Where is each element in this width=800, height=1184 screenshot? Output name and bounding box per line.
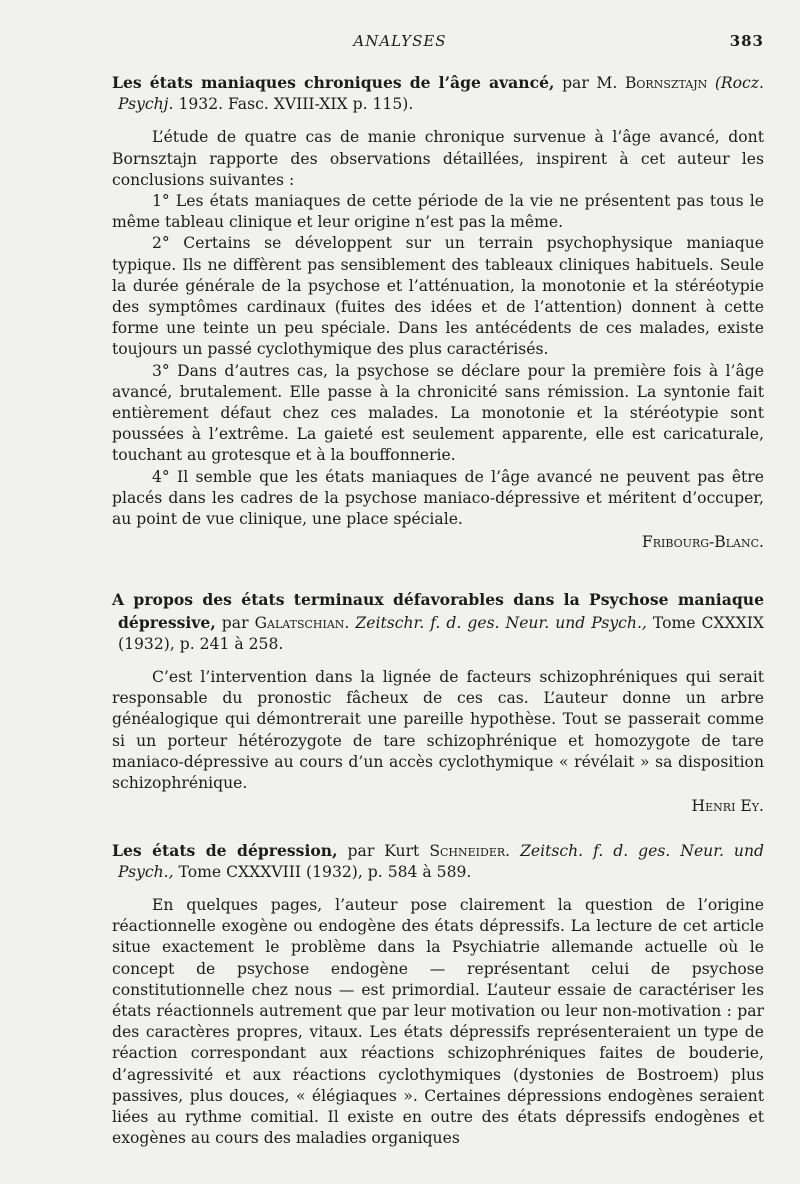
review-1-source: (Rocz. Psychj. xyxy=(118,74,764,114)
page-number: 383 xyxy=(729,32,764,50)
review-3-details: Tome CXXXVIII (1932), p. 584 à 589. xyxy=(178,862,472,881)
review-1-signature: Fribourg-Blanc. xyxy=(641,533,764,552)
review-1-title: Les états maniaques chroniques de l’âge avancé, xyxy=(112,73,555,92)
review-3-by: par Kurt xyxy=(347,841,420,860)
review-3-source: Zeitsch. f. d. ges. Neur. und Psych., xyxy=(118,841,764,881)
review-1 xyxy=(112,72,764,553)
review-3-title: Les états de dépression, xyxy=(112,840,338,860)
review-1-author: Bornsztajn xyxy=(624,74,708,92)
review-2-title: A propos des états terminaux défavorables dans la Psychose maniaque dépressive, xyxy=(112,590,764,632)
review-1-paragraph-2: 1° Les états maniaques de cette période de la vie ne présentent pas tous le même tableau clinique et leur origine n’est pas la même. xyxy=(112,192,764,232)
review-3-heading xyxy=(112,840,764,883)
review-1-paragraph-1: L’étude de quatre cas de manie chronique survenue à l’âge avancé, dont Bornsztajn rapporte des observations détaillées, inspirent à cet auteur les conclusions suivantes : xyxy=(112,128,764,189)
review-1-paragraph-3: 2° Certains se développent sur un terrain psychophysique maniaque typique. Ils ne diffèrent pas sensiblement des tableaux cliniques habituels. Seule la durée générale de la psychose et l’atténuation, la monotonie et la stéréotypie des symptômes cardinaux (fuites des idées et de l’attention) donnent à cette forme une teinte un peu spéciale. Dans les antécédents de ces malades, existe toujours un passé cyclothymique des plus caractérisés. xyxy=(112,234,764,359)
review-1-by: par M. xyxy=(562,74,618,92)
review-1-heading xyxy=(112,72,764,115)
review-2-details: Tome CXXXIX (1932), p. 241 à 258. xyxy=(118,613,764,653)
review-1-details: 1932. Fasc. XVIII-XIX p. 115). xyxy=(178,95,414,114)
running-head xyxy=(36,32,764,58)
separator xyxy=(112,818,764,826)
review-2-paragraph-1: C’est l’intervention dans la lignée de facteurs schizophréniques qui serait responsable du pronostic fâcheux de ces cas. L’auteur donne un arbre généalogique qui démontrerait une pareille hypothèse. Tout se passerait comme si un porteur hétérozygote de tare schizophrénique et homozygote de tare maniaco-dépressive au cours d’un accès cyclothymique « révélait » sa disposition schizophrénique. xyxy=(112,668,764,793)
separator xyxy=(112,553,764,575)
running-head-title: ANALYSES xyxy=(353,32,447,50)
review-2-heading xyxy=(112,589,764,655)
review-2-by: par xyxy=(221,613,249,632)
review-3 xyxy=(112,840,764,1150)
review-2-author: Galatschian. xyxy=(254,613,350,632)
review-3-author: Schneider. xyxy=(429,841,511,860)
review-2 xyxy=(112,589,764,817)
review-1-paragraph-5: 4° Il semble que les états maniaques de l’âge avancé ne peuvent pas être placés dans les cadres de la psychose maniaco-dépressive et méritent d’occuper, au point de vue clinique, une place spéciale. xyxy=(112,467,764,529)
review-2-signature: Henri Ey. xyxy=(691,797,764,816)
review-1-paragraph-4: 3° Dans d’autres cas, la psychose se déclare pour la première fois à l’âge avancé, brutalement. Elle passe à la chronicité sans rémission. La syntonie fait entièrement défaut chez ces malades. La monotonie et la stéréotypie sont poussées à l’extrême. La gaieté est seulement apparente, elle est caricaturale, touchant au grotesque et à la bouffonnerie. xyxy=(112,361,764,465)
review-3-paragraph-1: En quelques pages, l’auteur pose clairement la question de l’origine réactionnelle exogène ou endogène des états dépressifs. La lecture de cet article situe exactement le problème dans la Psychiatrie allemande actuelle où le concept de psychose endogène — représentant celui de psychose constitutionnelle chez nous — est primordial. L’auteur essaie de caractériser les états réactionnels autrement que par leur motivation ou leur non-motivation : par des caractères propres, vitaux. Les états dépressifs représenteraient un type de réaction correspondant aux réactions schizophréniques faites de bouderie, d’agressivité et aux réactions cyclothymiques (dystonies de Bostroem) plus passives, plus douces, « élégiaques ». Certaines dépressions endogènes seraient liées au rythme comitial. Il existe en outre des états dépressifs endogènes et exogènes au cours des maladies organiques xyxy=(112,895,764,1148)
review-2-source: Zeitschr. f. d. ges. Neur. und Psych., xyxy=(355,613,647,632)
